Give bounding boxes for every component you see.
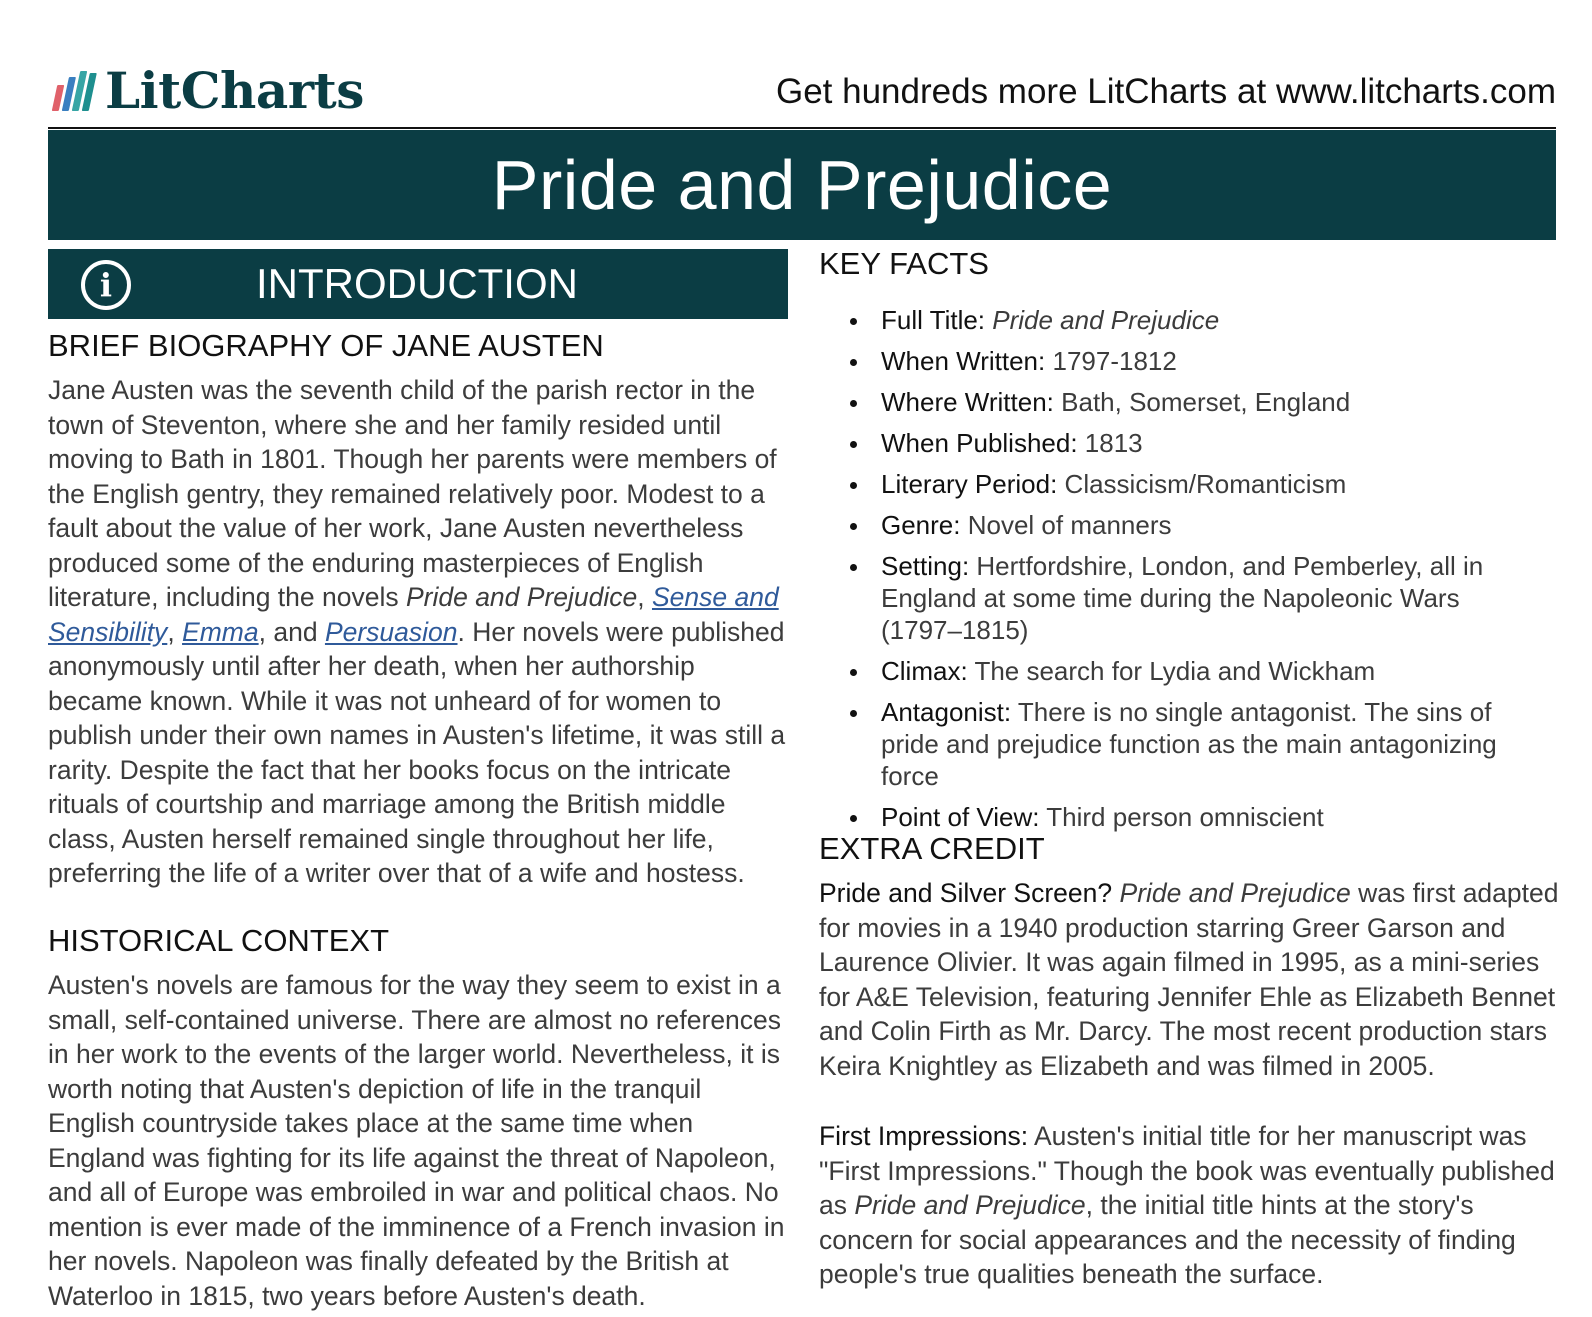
key-fact-item (819, 345, 1539, 377)
key-fact-label: Literary Period: (881, 469, 1058, 499)
key-fact-value: There is no single antagonist. The sins of pride and prejudice function as the main antagonizing force (881, 697, 1497, 791)
page-header (48, 60, 1556, 128)
book-title: Pride and Prejudice (854, 1190, 1086, 1220)
key-fact-label: Climax: (881, 656, 968, 686)
key-facts-heading: KEY FACTS (819, 246, 989, 281)
separator-text: , (167, 616, 183, 647)
key-fact-item (819, 304, 1539, 336)
link-persuasion[interactable]: Persuasion (324, 616, 458, 647)
extra-credit-text: was first adapted for movies in a 1940 production starring Greer Garson and Laurence Olivier. It was again filmed in 1995, as a mini-series for A&E Television, featuring Jennifer Ehle as Elizabeth Bennet and Colin Firth as Mr. Darcy. The most recent production stars Keira Knightley as Elizabeth and was filmed in 2005. (819, 878, 1559, 1081)
extra-credit-text: Austen's initial title for her manuscript was "First Impressions." Though the book was eventually published as (819, 1121, 1555, 1220)
extra-credit-label: First Impressions: (819, 1121, 1029, 1151)
extra-credit-item (819, 1119, 1559, 1292)
key-facts-list (819, 304, 1539, 833)
key-fact-value (992, 305, 1219, 335)
key-fact-item (819, 386, 1539, 418)
key-fact-label: Point of View: (881, 802, 1040, 832)
key-fact-label: Setting: (881, 551, 970, 581)
key-fact-label: Full Title: (881, 305, 986, 335)
info-icon: i (81, 260, 131, 310)
extra-credit-label: Pride and Silver Screen? (819, 878, 1113, 908)
biography-heading: BRIEF BIOGRAPHY OF JANE AUSTEN (48, 328, 604, 363)
key-fact-value: The search for Lydia and Wickham (974, 656, 1376, 686)
book-title: Pride and Prejudice (1119, 878, 1351, 908)
key-fact-value: Classicism/Romanticism (1064, 469, 1347, 499)
key-fact-item (819, 468, 1539, 500)
key-fact-label: When Written: (881, 346, 1046, 376)
link-sense-and-sensibility[interactable]: Sense and Sensibility (48, 582, 779, 647)
key-fact-item (819, 696, 1539, 792)
key-fact-value: 1813 (1084, 428, 1143, 458)
historical-context-heading: HISTORICAL CONTEXT (48, 923, 390, 958)
key-fact-title: Pride and Prejudice (992, 305, 1220, 335)
key-fact-label: When Published: (881, 428, 1078, 458)
key-fact-value: 1797-1812 (1052, 346, 1177, 376)
historical-context-paragraph: Austen's novels are famous for the way they seem to exist in a small, self-contained universe. There are almost no references in her work to the events of the larger world. Nevertheless, it is worth noting that Austen's depiction of life in the tranquil English countryside takes place at the same time when England was fighting for its life against the threat of Napoleon, and all of Europe was embroiled in war and political chaos. No mention is ever made of the imminence of a French invasion in her novels. Napoleon was finally defeated by the British at Waterloo in 1815, two years before Austen's death. (48, 970, 785, 1311)
introduction-heading: INTRODUCTION (256, 260, 578, 307)
litcharts-logo[interactable] (56, 61, 364, 120)
header-tagline[interactable]: Get hundreds more LitCharts at www.litcharts.com (775, 72, 1556, 111)
book-title: Pride and Prejudice (405, 582, 638, 612)
key-fact-value: Bath, Somerset, England (1061, 387, 1351, 417)
biography-text: . Her novels were published anonymously until after her death, when her authorship became known. While it was not unheard of for women to publish under their own names in Austen's lifetime, it was still a rarity. Despite the fact that her books focus on the intricate rituals of courtship and marriage among the British middle class, Austen herself remained single throughout her life, preferring the life of a writer over that of a wife and hostess. (48, 616, 786, 888)
separator-text: , and (258, 616, 325, 647)
key-fact-value: Hertfordshire, London, and Pemberley, all in England at some time during the Napoleonic Wars (1797–1815) (881, 551, 1484, 645)
key-fact-item (819, 655, 1539, 687)
key-fact-label: Where Written: (881, 387, 1054, 417)
title-banner (48, 130, 1556, 240)
introduction-banner (48, 249, 788, 319)
key-fact-item (819, 801, 1539, 833)
separator-text: , (637, 582, 652, 612)
extra-credit-heading: EXTRA CREDIT (819, 831, 1045, 866)
key-fact-item (819, 509, 1539, 541)
page-title: Pride and Prejudice (491, 146, 1113, 224)
key-fact-value: Third person omniscient (1046, 802, 1324, 832)
key-fact-item (819, 550, 1539, 646)
biography-text: Jane Austen was the seventh child of the parish rector in the town of Steventon, where she and her family resided until moving to Bath in 1801. Though her parents were members of the English gentry, they remained relatively poor. Modest to a fault about the value of her work, Jane Austen nevertheless produced some of the enduring masterpieces of English literature, including the novels (48, 375, 777, 612)
biography-paragraph (48, 373, 786, 891)
extra-credit-text: , the initial title hints at the story's concern for social appearances and the necessity of finding people's true qualities beneath the surface. (819, 1190, 1516, 1289)
key-fact-label: Antagonist: (881, 697, 1012, 727)
logo-text: LitCharts (105, 61, 364, 120)
key-fact-label: Genre: (881, 510, 961, 540)
header-divider (48, 127, 1556, 129)
key-fact-value: Novel of manners (967, 510, 1172, 540)
logo-bars-icon (52, 71, 98, 111)
link-emma[interactable]: Emma (182, 616, 259, 647)
key-fact-item (819, 427, 1539, 459)
extra-credit-item (819, 876, 1559, 1083)
